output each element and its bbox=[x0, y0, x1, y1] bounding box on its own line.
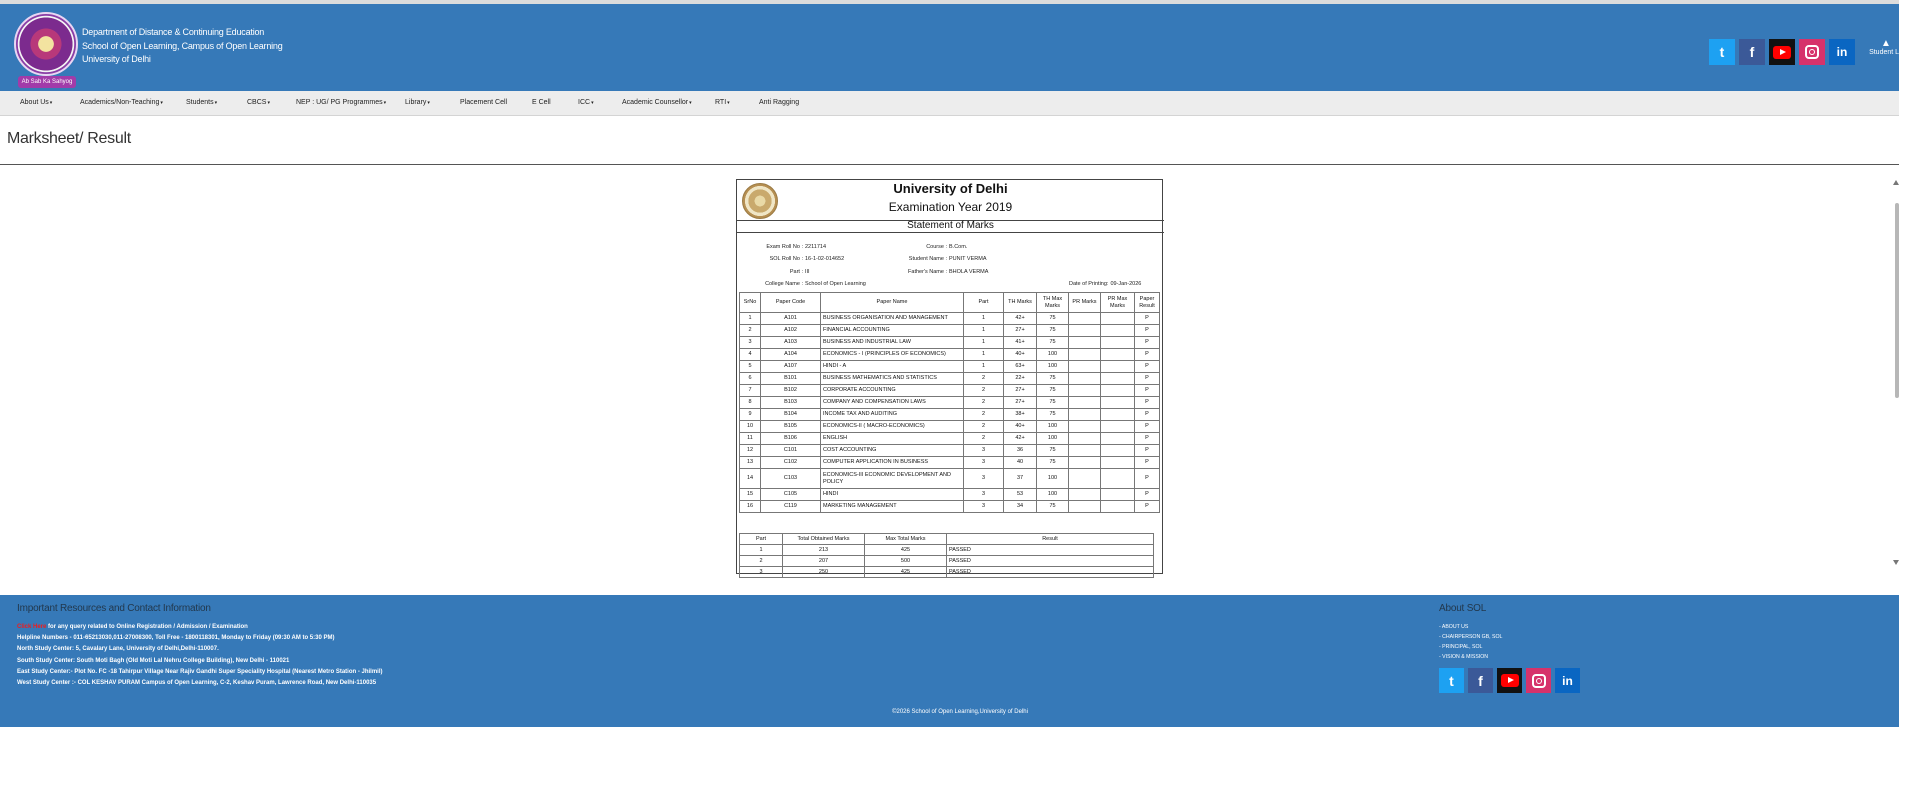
twitter-icon[interactable]: t bbox=[1709, 39, 1735, 65]
about-us-link[interactable]: - ABOUT US bbox=[1439, 624, 1469, 630]
nav-cbcs[interactable]: CBCS▾ bbox=[247, 99, 270, 106]
youtube-icon[interactable] bbox=[1769, 39, 1795, 65]
marksheet-university: University of Delhi bbox=[893, 181, 1008, 196]
table-row: 4 A104 ECONOMICS - I (PRINCIPLES OF ECONOMICS) 1 40+ 100 P bbox=[740, 349, 1160, 361]
nav-academic-counsellor[interactable]: Academic Counsellor▾ bbox=[622, 99, 692, 106]
dept-line-3: University of Delhi bbox=[82, 54, 151, 64]
page-title: Marksheet/ Result bbox=[7, 130, 131, 147]
nav-students[interactable]: Students▾ bbox=[186, 99, 218, 106]
nav-rti[interactable]: RTI▾ bbox=[715, 99, 730, 106]
scroll-down-arrow[interactable] bbox=[1893, 560, 1899, 565]
facebook-icon[interactable]: f bbox=[1739, 39, 1765, 65]
table-row: 12 C101 COST ACCOUNTING 3 36 75 P bbox=[740, 445, 1160, 457]
chairperson-link[interactable]: - CHAIRPERSON GB, SOL bbox=[1439, 634, 1503, 640]
nav-nep[interactable]: NEP : UG/ PG Programmes▾ bbox=[296, 99, 387, 106]
statement-of-marks: Statement of Marks bbox=[907, 220, 994, 231]
about-links bbox=[1439, 622, 1502, 662]
header-social-links bbox=[1709, 39, 1855, 65]
student-login-link[interactable]: ▲ Student Lo bbox=[1866, 38, 1906, 56]
youtube-icon[interactable] bbox=[1497, 668, 1522, 693]
father-name: Father's Name : BHOLA VERMA bbox=[908, 269, 989, 275]
table-row: 11 B106 ENGLISH 2 42+ 100 P bbox=[740, 433, 1160, 445]
vision-mission-link[interactable]: - VISION & MISSION bbox=[1439, 654, 1489, 660]
table-row: 15 C105 HINDI 3 53 100 P bbox=[740, 489, 1160, 501]
contact-info bbox=[17, 622, 383, 689]
table-row: 14 C103 ECONOMICS-III ECONOMIC DEVELOPMENT AND POLICY 3 37 100 P bbox=[740, 469, 1160, 489]
chevron-down-icon: ▾ bbox=[267, 100, 270, 106]
table-row: 10 B105 ECONOMICS-II ( MACRO-ECONOMICS) 2 40+ 100 P bbox=[740, 421, 1160, 433]
table-row: 3 A103 BUSINESS AND INDUSTRIAL LAW 1 41+ 75 P bbox=[740, 337, 1160, 349]
north-center-line: North Study Center: 5, Cavalary Lane, University of Delhi,Delhi-110007. bbox=[17, 646, 219, 653]
table-row: 13 C102 COMPUTER APPLICATION IN BUSINESS 3 40 75 P bbox=[740, 457, 1160, 469]
sol-roll: SOL Roll No : 16-1-02-014652 bbox=[769, 256, 845, 262]
dept-line-1: Department of Distance & Continuing Education bbox=[82, 27, 265, 37]
query-line: Click Here for any query related to Online Registration / Admission / Examination bbox=[17, 624, 248, 630]
chevron-down-icon: ▾ bbox=[591, 100, 594, 106]
footer-social-links bbox=[1439, 668, 1580, 693]
copyright: ©2026 School of Open Learning,University of Delhi bbox=[892, 709, 1028, 715]
chevron-down-icon: ▾ bbox=[427, 100, 430, 106]
nav-about-us[interactable]: About Us▾ bbox=[20, 99, 53, 106]
chevron-down-icon: ▾ bbox=[49, 100, 53, 106]
table-row: 1 A101 BUSINESS ORGANISATION AND MANAGEMENT 1 42+ 75 P bbox=[740, 313, 1160, 325]
nav-icc[interactable]: ICC▾ bbox=[578, 99, 594, 106]
linkedin-icon[interactable]: in bbox=[1555, 668, 1580, 693]
chevron-down-icon: ▾ bbox=[383, 100, 387, 106]
department-title bbox=[82, 26, 283, 67]
part-info: Part : III bbox=[789, 269, 810, 275]
summary-row: 1 213 425 PASSED bbox=[740, 545, 1154, 556]
logo-ribbon: Ab Sab Ka Sahyog bbox=[18, 76, 76, 88]
principal-link[interactable]: - PRINCIPAL, SOL bbox=[1439, 644, 1483, 650]
scroll-up-arrow[interactable] bbox=[1893, 180, 1899, 185]
chevron-down-icon: ▾ bbox=[160, 100, 163, 106]
nav-e-cell[interactable]: E Cell bbox=[532, 99, 551, 106]
dept-line-2: School of Open Learning, Campus of Open Learning bbox=[82, 40, 283, 51]
site-header bbox=[0, 0, 1903, 91]
helpline-line: Helpline Numbers - 011-65213030,011-27008300, Toll Free - 1800118301, Monday to Friday (09:30 AM to 5:30 PM) bbox=[17, 635, 335, 642]
nav-anti-ragging[interactable]: Anti Ragging bbox=[759, 99, 800, 106]
nav-academics[interactable]: Academics/Non-Teaching▾ bbox=[80, 99, 163, 106]
exam-roll: Exam Roll No : 2211714 bbox=[766, 244, 827, 250]
linkedin-icon[interactable]: in bbox=[1829, 39, 1855, 65]
site-footer bbox=[0, 595, 1899, 727]
about-heading: About SOL bbox=[1439, 603, 1487, 614]
table-row: 7 B102 CORPORATE ACCOUNTING 2 27+ 75 P bbox=[740, 385, 1160, 397]
sol-logo[interactable] bbox=[14, 12, 78, 76]
nav-placement-cell[interactable]: Placement Cell bbox=[460, 99, 508, 106]
marksheet-frame[interactable] bbox=[736, 179, 1163, 574]
student-name: Student Name : PUNIT VERMA bbox=[908, 256, 987, 262]
south-center-line: South Study Center: South Moti Bagh (Old Moti Lal Nehru College Building), New Delhi - 110021 bbox=[17, 657, 290, 664]
instagram-icon[interactable] bbox=[1799, 39, 1825, 65]
twitter-icon[interactable]: t bbox=[1439, 668, 1464, 693]
divider bbox=[737, 232, 1164, 233]
facebook-icon[interactable]: f bbox=[1468, 668, 1493, 693]
marks-header-row: SrNo Paper Code Paper Name Part TH Marks TH Max Marks PR Marks PR Max Marks Paper Result bbox=[740, 293, 1160, 313]
summary-header-row: Part Total Obtained Marks Max Total Marks Result bbox=[740, 534, 1154, 545]
title-divider bbox=[0, 164, 1899, 165]
table-row: 9 B104 INCOME TAX AND AUDITING 2 38+ 75 P bbox=[740, 409, 1160, 421]
table-row: 8 B103 COMPANY AND COMPENSATION LAWS 2 27+ 75 P bbox=[740, 397, 1160, 409]
table-row: 5 A107 HINDI - A 1 63+ 100 P bbox=[740, 361, 1160, 373]
main-nav bbox=[0, 91, 1899, 116]
east-center-line: East Study Center:- Plot No. FC -18 Tahirpur Village Near Rajiv Gandhi Super Speciality Hospital (Nearest Metro Station - Jhilmil) bbox=[17, 668, 383, 675]
click-here-link[interactable]: Click Here bbox=[17, 624, 47, 630]
summary-row: 2 207 500 PASSED bbox=[740, 556, 1154, 567]
marks-table bbox=[739, 292, 1160, 513]
summary-table bbox=[739, 533, 1154, 578]
table-row: 16 C119 MARKETING MANAGEMENT 3 34 75 P bbox=[740, 501, 1160, 513]
chevron-down-icon: ▾ bbox=[214, 100, 218, 106]
west-center-line: West Study Center :- COL KESHAV PURAM Campus of Open Learning, C-2, Keshav Puram, Lawrence Road, New Delhi-110035 bbox=[17, 680, 377, 687]
user-icon: ▲ bbox=[1881, 38, 1891, 49]
table-row: 6 B101 BUSINESS MATHEMATICS AND STATISTICS 2 22+ 75 P bbox=[740, 373, 1160, 385]
resources-heading: Important Resources and Contact Information bbox=[17, 603, 211, 614]
chevron-down-icon: ▾ bbox=[689, 100, 692, 106]
college-name: College Name : School of Open Learning bbox=[765, 281, 866, 287]
chevron-down-icon: ▾ bbox=[727, 100, 730, 106]
course-info: Course : B.Com. bbox=[926, 244, 968, 250]
scrollbar-thumb[interactable] bbox=[1895, 203, 1899, 398]
marksheet-exam-year: Examination Year 2019 bbox=[888, 200, 1013, 214]
summary-row: 3 250 425 PASSED bbox=[740, 567, 1154, 578]
date-of-printing: Date of Printing: 09-Jan-2026 bbox=[1069, 281, 1142, 287]
instagram-icon[interactable] bbox=[1526, 668, 1551, 693]
table-row: 2 A102 FINANCIAL ACCOUNTING 1 27+ 75 P bbox=[740, 325, 1160, 337]
nav-library[interactable]: Library▾ bbox=[405, 99, 430, 106]
